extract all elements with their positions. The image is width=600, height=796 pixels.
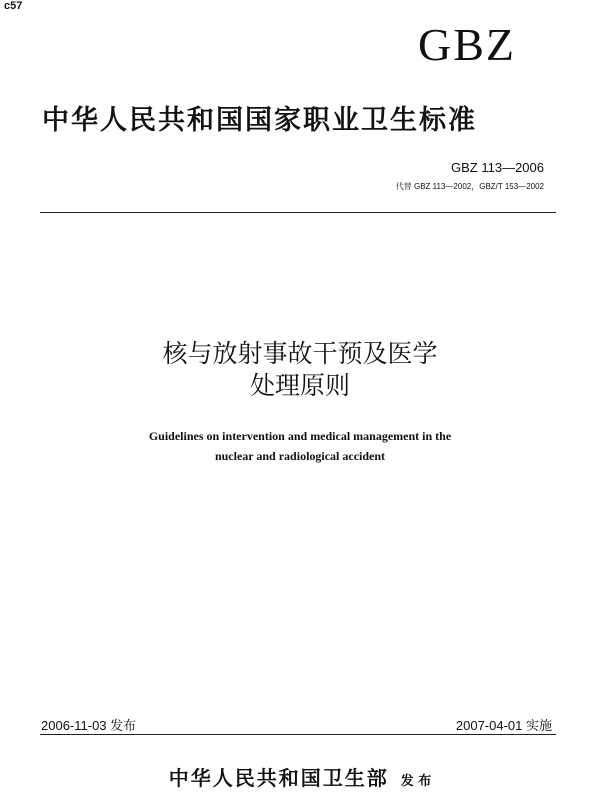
chinese-title-line-2: 处理原则: [249, 371, 350, 400]
publish-label: 发 布: [400, 774, 432, 789]
english-title-line-2: nuclear and radiological accident: [214, 449, 386, 463]
implementation-date: 2007-04-01 实施: [455, 718, 552, 733]
replaces-note: 代替 GBZ 113—2002，GBZ/T 153—2002: [395, 182, 544, 191]
document-code: c57: [4, 0, 23, 12]
footer-divider: [40, 734, 556, 735]
chinese-title-line-1: 核与放射事故干预及医学: [162, 339, 438, 368]
organization-title: 中华人民共和国国家职业卫生标准: [42, 105, 477, 136]
publisher-line: [0, 762, 600, 791]
publisher-name: 中华人民共和国卫生部: [168, 766, 389, 790]
english-title-line-1: Guidelines on intervention and medical management in the: [148, 429, 452, 443]
issue-date: 2006-11-03 发布: [41, 718, 137, 733]
header-divider: [40, 212, 556, 213]
standard-number: GBZ 113—2006: [451, 160, 544, 175]
gbz-logo: GBZ: [418, 19, 516, 70]
